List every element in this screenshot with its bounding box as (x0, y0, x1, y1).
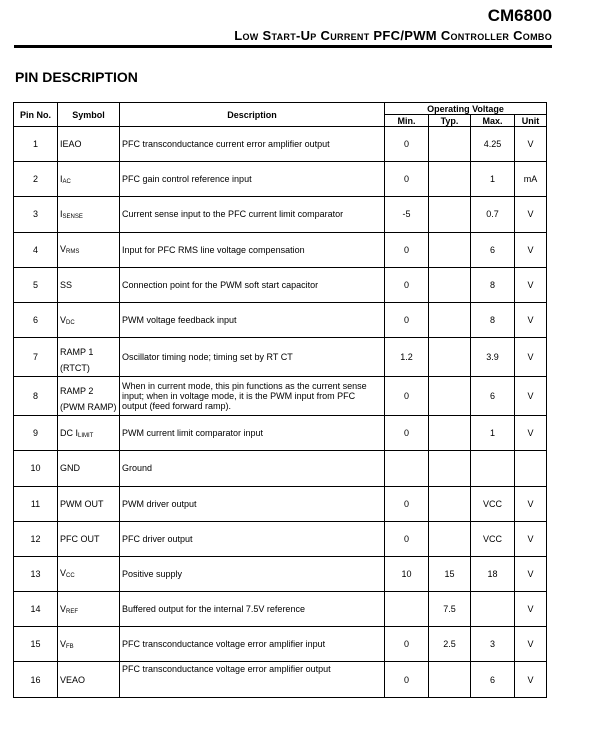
symbol-subscript: SENSE (62, 213, 83, 220)
min-cell: 1.2 (385, 338, 429, 377)
table-row (14, 521, 547, 556)
symbol-text: V (60, 244, 67, 255)
min-cell: 0 (385, 627, 429, 662)
description-cell: Oscillator timing node; timing set by RT CT (120, 338, 385, 377)
pin-number-cell: 3 (14, 197, 58, 232)
min-cell: 0 (385, 521, 429, 556)
symbol-cell (58, 232, 120, 267)
symbol-text: I (60, 173, 63, 184)
symbol-text: DC I (60, 427, 78, 438)
symbol-text: PWM OUT (60, 498, 104, 509)
symbol-cell (58, 521, 120, 556)
header-unit: Unit (515, 115, 547, 127)
min-cell: 0 (385, 267, 429, 302)
pin-number-cell: 1 (14, 127, 58, 162)
max-cell: 3 (471, 627, 515, 662)
symbol-text: I (60, 208, 63, 219)
symbol-cell (58, 486, 120, 521)
min-cell: 0 (385, 662, 429, 697)
table-row (14, 162, 547, 197)
symbol-cell (58, 556, 120, 591)
max-cell: 8 (471, 267, 515, 302)
header-max: Max. (471, 115, 515, 127)
typ-cell (429, 267, 471, 302)
table-row (14, 451, 547, 486)
description-cell: Positive supply (120, 556, 385, 591)
table-row (14, 127, 547, 162)
symbol-cell (58, 302, 120, 337)
pin-number-cell: 5 (14, 267, 58, 302)
description-cell: PFC gain control reference input (120, 162, 385, 197)
typ-cell (429, 338, 471, 377)
symbol-cell (58, 197, 120, 232)
min-cell (385, 592, 429, 627)
table-row (14, 662, 547, 697)
max-cell (471, 451, 515, 486)
pin-number-cell: 9 (14, 416, 58, 451)
header-min: Min. (385, 115, 429, 127)
max-cell: 3.9 (471, 338, 515, 377)
max-cell: 4.25 (471, 127, 515, 162)
symbol-subscript: CC (66, 573, 75, 580)
pin-description-table (13, 102, 547, 698)
unit-cell: V (515, 521, 547, 556)
description-cell: PWM current limit comparator input (120, 416, 385, 451)
pin-number-cell: 11 (14, 486, 58, 521)
description-cell: When in current mode, this pin functions as the current sense input; when in voltage mode, it is the PWM input from PFC output (feed forward ramp). (120, 377, 385, 416)
symbol-text: RAMP 1 (60, 347, 94, 358)
unit-cell (515, 451, 547, 486)
description-cell: Connection point for the PWM soft start capacitor (120, 267, 385, 302)
symbol-cell (58, 127, 120, 162)
min-cell: 0 (385, 377, 429, 416)
unit-cell: mA (515, 162, 547, 197)
symbol-cell (58, 338, 120, 377)
section-title: PIN DESCRIPTION (15, 69, 138, 85)
header-description: Description (120, 103, 385, 127)
pin-number-cell: 2 (14, 162, 58, 197)
description-cell: PWM voltage feedback input (120, 302, 385, 337)
typ-cell (429, 416, 471, 451)
typ-cell: 2.5 (429, 627, 471, 662)
typ-cell: 7.5 (429, 592, 471, 627)
unit-cell: V (515, 592, 547, 627)
table-row (14, 592, 547, 627)
typ-cell (429, 377, 471, 416)
symbol-text-line2: (PWM RAMP) (60, 402, 117, 413)
table-row (14, 302, 547, 337)
max-cell: 6 (471, 662, 515, 697)
typ-cell (429, 302, 471, 337)
pin-number-cell: 4 (14, 232, 58, 267)
symbol-text: V (60, 603, 67, 614)
table-row (14, 556, 547, 591)
unit-cell: V (515, 662, 547, 697)
min-cell: 0 (385, 302, 429, 337)
symbol-subscript: DC (66, 319, 75, 326)
header-pin-no: Pin No. (14, 103, 58, 127)
symbol-text: IEAO (60, 139, 82, 150)
symbol-text: V (60, 638, 67, 649)
description-cell: Current sense input to the PFC current limit comparator (120, 197, 385, 232)
pin-rows (14, 127, 547, 698)
typ-cell (429, 232, 471, 267)
typ-cell (429, 486, 471, 521)
symbol-cell (58, 377, 120, 416)
description-cell: PFC transconductance voltage error amplifier input (120, 627, 385, 662)
symbol-text: V (60, 568, 67, 579)
unit-cell: V (515, 197, 547, 232)
unit-cell: V (515, 302, 547, 337)
symbol-cell (58, 267, 120, 302)
max-cell: VCC (471, 521, 515, 556)
unit-cell: V (515, 338, 547, 377)
pin-number-cell: 10 (14, 451, 58, 486)
max-cell: 0.7 (471, 197, 515, 232)
symbol-subscript: AC (62, 178, 71, 185)
unit-cell: V (515, 377, 547, 416)
typ-cell (429, 662, 471, 697)
pin-number-cell: 15 (14, 627, 58, 662)
unit-cell: V (515, 127, 547, 162)
description-cell: PFC driver output (120, 521, 385, 556)
min-cell: 0 (385, 162, 429, 197)
unit-cell: V (515, 486, 547, 521)
max-cell: 8 (471, 302, 515, 337)
symbol-subscript: REF (66, 608, 79, 615)
part-number: CM6800 (487, 6, 552, 25)
pin-number-cell: 6 (14, 302, 58, 337)
min-cell: 0 (385, 232, 429, 267)
header-typ: Typ. (429, 115, 471, 127)
symbol-cell (58, 592, 120, 627)
table-row (14, 416, 547, 451)
symbol-cell (58, 162, 120, 197)
document-subtitle: Low Start-Up Current PFC/PWM Controller Combo (234, 28, 552, 43)
symbol-text: GND (60, 463, 80, 474)
typ-cell (429, 451, 471, 486)
header-operating-voltage: Operating Voltage (385, 103, 547, 115)
max-cell (471, 592, 515, 627)
description-cell: Buffered output for the internal 7.5V reference (120, 592, 385, 627)
pin-number-cell: 14 (14, 592, 58, 627)
table-row (14, 267, 547, 302)
symbol-cell (58, 662, 120, 697)
max-cell: VCC (471, 486, 515, 521)
min-cell: -5 (385, 197, 429, 232)
max-cell: 1 (471, 162, 515, 197)
max-cell: 6 (471, 232, 515, 267)
min-cell: 0 (385, 416, 429, 451)
symbol-text: VEAO (60, 674, 86, 685)
typ-cell (429, 197, 471, 232)
description-cell: Ground (120, 451, 385, 486)
unit-cell: V (515, 232, 547, 267)
pin-number-cell: 13 (14, 556, 58, 591)
max-cell: 1 (471, 416, 515, 451)
header-rule (14, 45, 552, 48)
min-cell: 10 (385, 556, 429, 591)
description-cell: Input for PFC RMS line voltage compensation (120, 232, 385, 267)
description-cell: PWM driver output (120, 486, 385, 521)
unit-cell: V (515, 267, 547, 302)
symbol-text-line2: (RTCT) (60, 363, 90, 374)
typ-cell (429, 127, 471, 162)
unit-cell: V (515, 556, 547, 591)
table-row (14, 232, 547, 267)
symbol-text: V (60, 314, 67, 325)
max-cell: 6 (471, 377, 515, 416)
pin-number-cell: 7 (14, 338, 58, 377)
unit-cell: V (515, 416, 547, 451)
symbol-subscript: FB (66, 643, 74, 650)
pin-number-cell: 16 (14, 662, 58, 697)
table-row (14, 377, 547, 416)
typ-cell (429, 521, 471, 556)
pin-number-cell: 8 (14, 377, 58, 416)
description-cell: PFC transconductance current error amplifier output (120, 127, 385, 162)
symbol-subscript: RMS (66, 249, 80, 256)
symbol-cell (58, 451, 120, 486)
min-cell: 0 (385, 486, 429, 521)
table-row (14, 627, 547, 662)
table-row (14, 486, 547, 521)
symbol-text: PFC OUT (60, 533, 100, 544)
min-cell (385, 451, 429, 486)
table-row (14, 338, 547, 377)
symbol-cell (58, 627, 120, 662)
typ-cell (429, 162, 471, 197)
symbol-text: RAMP 2 (60, 386, 94, 397)
description-cell: PFC transconductance voltage error amplifier output (120, 662, 385, 697)
max-cell: 18 (471, 556, 515, 591)
typ-cell: 15 (429, 556, 471, 591)
symbol-cell (58, 416, 120, 451)
unit-cell: V (515, 627, 547, 662)
min-cell: 0 (385, 127, 429, 162)
symbol-text: SS (60, 279, 73, 290)
table-row (14, 197, 547, 232)
pin-number-cell: 12 (14, 521, 58, 556)
header-symbol: Symbol (58, 103, 120, 127)
symbol-subscript: LIMIT (78, 432, 94, 439)
